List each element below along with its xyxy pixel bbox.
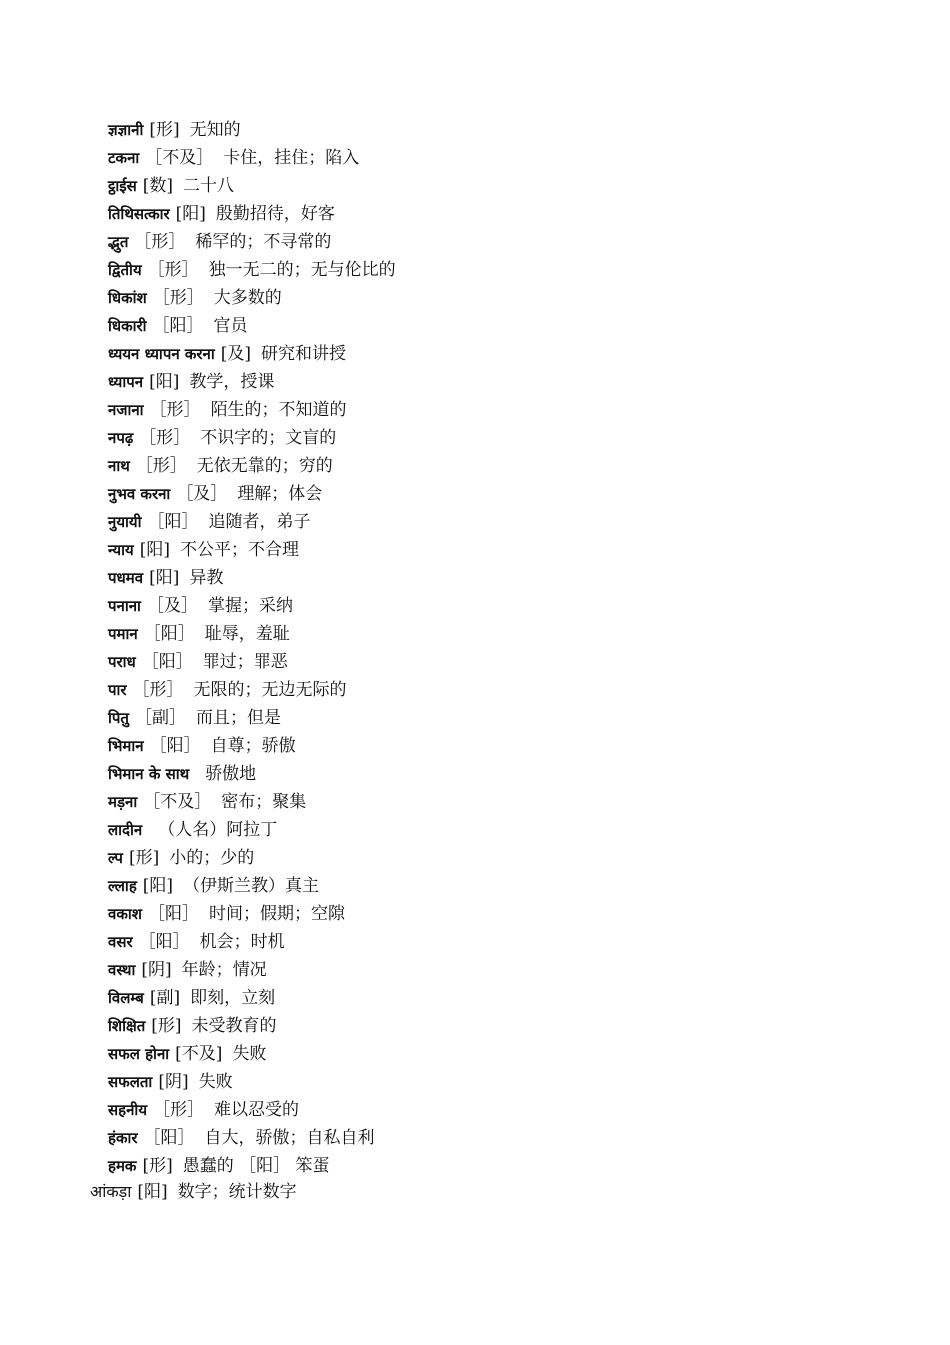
entry-row <box>108 592 908 620</box>
entry-meaning: 二十八 <box>183 176 234 196</box>
entry-pos: ［副］ <box>134 708 186 728</box>
entry-meaning: 异教 <box>189 568 224 588</box>
entry-pos: ［阳］ <box>143 624 195 644</box>
entry-row <box>108 1012 908 1040</box>
entry-row <box>108 1040 908 1068</box>
entry-pos: [阴] <box>158 1072 189 1092</box>
entry-word: नजाना <box>108 401 144 419</box>
entry-word: विलम्ब <box>108 989 144 1007</box>
entry-word: ज्ञज्ञानी <box>108 121 144 139</box>
entry-word: लादीन <box>108 821 143 839</box>
entry-meaning: 罪过；罪恶 <box>202 652 288 672</box>
entry-pos: [形] <box>151 1016 182 1036</box>
entry-list <box>108 116 908 1180</box>
entry-word: आंकड़ा <box>90 1182 132 1201</box>
entry-pos: ［及］ <box>146 596 198 616</box>
entry-row <box>108 564 908 592</box>
entry-row <box>108 340 908 368</box>
entry-word: धिकांश <box>108 289 147 307</box>
entry-row <box>108 256 908 284</box>
entry-row <box>108 1124 908 1152</box>
entry-meaning: 自大，骄傲；自私自利 <box>204 1128 375 1148</box>
entry-word: ल्प <box>108 849 123 867</box>
entry-meaning: 掌握；采纳 <box>207 596 293 616</box>
entry-pos: [阳] <box>149 568 180 588</box>
entry-word: वस्था <box>108 961 136 979</box>
entry-row <box>108 396 908 424</box>
entry-pos: ［形］ <box>152 288 204 308</box>
entry-row <box>108 508 908 536</box>
entry-meaning: 殷勤招待，好客 <box>215 204 335 224</box>
entry-row <box>108 480 908 508</box>
entry-row <box>108 956 908 984</box>
entry-pos: [副] <box>149 988 181 1008</box>
entry-meaning: 而且；但是 <box>195 708 281 728</box>
entry-word: हंकार <box>108 1129 138 1147</box>
entry-row <box>108 536 908 564</box>
entry-row <box>108 816 908 844</box>
entry-row <box>108 844 908 872</box>
entry-pos: ［形］ <box>135 456 187 476</box>
entry-pos: [数] <box>142 176 173 196</box>
entry-word: सहनीय <box>108 1101 148 1119</box>
last-entry <box>90 1178 297 1206</box>
entry-row <box>108 732 908 760</box>
entry-pos: ［形］ <box>153 1100 205 1120</box>
entry-row <box>108 452 908 480</box>
entry-meaning: 研究和讲授 <box>261 344 347 364</box>
entry-meaning: 追随者，弟子 <box>208 512 311 532</box>
entry-meaning: 即刻，立刻 <box>190 988 276 1008</box>
entry-word: नपढ़ <box>108 429 134 447</box>
entry-meaning: 机会；时机 <box>199 932 285 952</box>
entry-meaning: 密布；聚集 <box>221 792 307 812</box>
entry-word: मड़ना <box>108 793 138 811</box>
entry-word: न्याय <box>108 541 134 559</box>
entry-row <box>108 172 908 200</box>
entry-row <box>108 704 908 732</box>
entry-meaning: 自尊；骄傲 <box>210 736 296 756</box>
entry-pos: ［形］ <box>147 260 199 280</box>
entry-word: पार <box>108 681 127 699</box>
entry-word: नुभव करना <box>108 485 171 503</box>
entry-word: ध्यापन <box>108 373 144 391</box>
entry-meaning: 难以忍受的 <box>214 1100 300 1120</box>
entry-meaning: 无限的；无边无际的 <box>193 680 347 700</box>
entry-pos: ［阳］ <box>143 1128 195 1148</box>
entry-pos: [阳] <box>142 876 174 896</box>
entry-row <box>108 368 908 396</box>
entry-row <box>108 788 908 816</box>
entry-word: पमान <box>108 625 138 643</box>
entry-pos: [不及] <box>175 1044 223 1064</box>
entry-row <box>108 424 908 452</box>
entry-pos: ［形］ <box>132 680 184 700</box>
entry-word: सफल होना <box>108 1045 170 1063</box>
entry-row <box>108 1096 908 1124</box>
entry-word: भिमान <box>108 737 144 755</box>
entry-row <box>108 116 908 144</box>
entry-pos: [形] <box>128 848 160 868</box>
entry-row <box>108 760 908 788</box>
entry-word: पितु <box>108 709 129 727</box>
entry-row <box>108 312 908 340</box>
entry-meaning: 耻辱，羞耻 <box>204 624 290 644</box>
entry-word: पराध <box>108 653 136 671</box>
entry-row <box>108 872 908 900</box>
entry-word: भिमान के साथ <box>108 765 190 783</box>
entry-meaning: 不识字的；文盲的 <box>200 428 337 448</box>
entry-row <box>108 1068 908 1096</box>
entry-pos: [阳] <box>175 204 206 224</box>
entry-word: नुयायी <box>108 513 142 531</box>
entry-meaning: 独一无二的；无与伦比的 <box>208 260 396 280</box>
entry-pos: ［阳］ <box>141 652 193 672</box>
entry-pos: ［形］ <box>149 400 201 420</box>
entry-meaning: 愚蠢的 ［阳］ 笨蛋 <box>182 1156 330 1176</box>
entry-pos: [及] <box>220 344 252 364</box>
entry-meaning: 失败 <box>232 1044 267 1064</box>
entry-meaning: 数字；统计数字 <box>177 1182 297 1202</box>
entry-meaning: 理解；体会 <box>237 484 323 504</box>
entry-meaning: 时间；假期；空隙 <box>208 904 345 924</box>
entry-word: ट्ठाईस <box>108 177 137 195</box>
entry-meaning: （伊斯兰教）真主 <box>183 876 320 896</box>
entry-meaning: 骄傲地 <box>205 764 257 784</box>
entry-meaning: 卡住，挂住；陷入 <box>223 148 360 168</box>
entry-word: पधमव <box>108 569 144 587</box>
entry-row <box>108 900 908 928</box>
entry-pos: ［阳］ <box>147 904 199 924</box>
entry-meaning: 陌生的；不知道的 <box>210 400 347 420</box>
entry-pos: ［阳］ <box>149 736 201 756</box>
entry-row <box>108 648 908 676</box>
entry-row <box>108 1152 908 1180</box>
entry-row <box>108 620 908 648</box>
entry-meaning: 稀罕的；不寻常的 <box>195 232 332 252</box>
entry-meaning: 年龄；情况 <box>181 960 267 980</box>
entry-meaning: （人名）阿拉丁 <box>158 820 278 840</box>
entry-word: वसर <box>108 933 133 951</box>
entry-word: सफलता <box>108 1073 153 1091</box>
entry-pos: [形] <box>149 120 180 140</box>
entry-row <box>108 228 908 256</box>
entry-meaning: 教学，授课 <box>189 372 275 392</box>
entry-meaning: 无知的 <box>189 120 241 140</box>
entry-pos: ［及］ <box>176 484 228 504</box>
entry-row <box>108 928 908 956</box>
entry-pos: ［形］ <box>139 428 191 448</box>
entry-pos: [形] <box>142 1156 173 1176</box>
entry-word: नाथ <box>108 457 130 475</box>
entry-pos: ［不及］ <box>145 148 214 168</box>
entry-word: ध्ययन ध्यापन करना <box>108 345 215 363</box>
entry-pos: [阳] <box>137 1182 168 1202</box>
entry-meaning: 小的；少的 <box>169 848 255 868</box>
entry-meaning: 未受教育的 <box>191 1016 277 1036</box>
entry-word: टकना <box>108 149 140 167</box>
entry-pos: [阳] <box>139 540 170 560</box>
entry-word: धिकारी <box>108 317 147 335</box>
entry-meaning: 大多数的 <box>213 288 282 308</box>
entry-word: द्वितीय <box>108 261 142 279</box>
entry-word: हमक <box>108 1157 137 1175</box>
entry-word: शिक्षित <box>108 1017 146 1035</box>
entry-meaning: 无依无靠的；穷的 <box>196 456 333 476</box>
entry-row <box>108 144 908 172</box>
entry-row <box>108 284 908 312</box>
entry-meaning: 官员 <box>213 316 248 336</box>
entry-pos: ［不及］ <box>143 792 212 812</box>
entry-row <box>108 984 908 1012</box>
entry-pos: [阳] <box>149 372 180 392</box>
entry-meaning: 失败 <box>198 1072 233 1092</box>
entry-pos: ［阳］ <box>138 932 190 952</box>
entry-pos: [阴] <box>141 960 172 980</box>
entry-pos: ［阳］ <box>147 512 199 532</box>
entry-word: द्भुत <box>108 233 129 251</box>
entry-word: वकाश <box>108 905 142 923</box>
entry-word: पनाना <box>108 597 141 615</box>
entry-meaning: 不公平；不合理 <box>179 540 299 560</box>
entry-row <box>108 200 908 228</box>
entry-word: तिथिसत्कार <box>108 205 170 223</box>
entry-pos: ［形］ <box>134 232 186 252</box>
entry-row <box>108 676 908 704</box>
entry-word: ल्लाह <box>108 877 137 895</box>
entry-pos: ［阳］ <box>152 316 204 336</box>
